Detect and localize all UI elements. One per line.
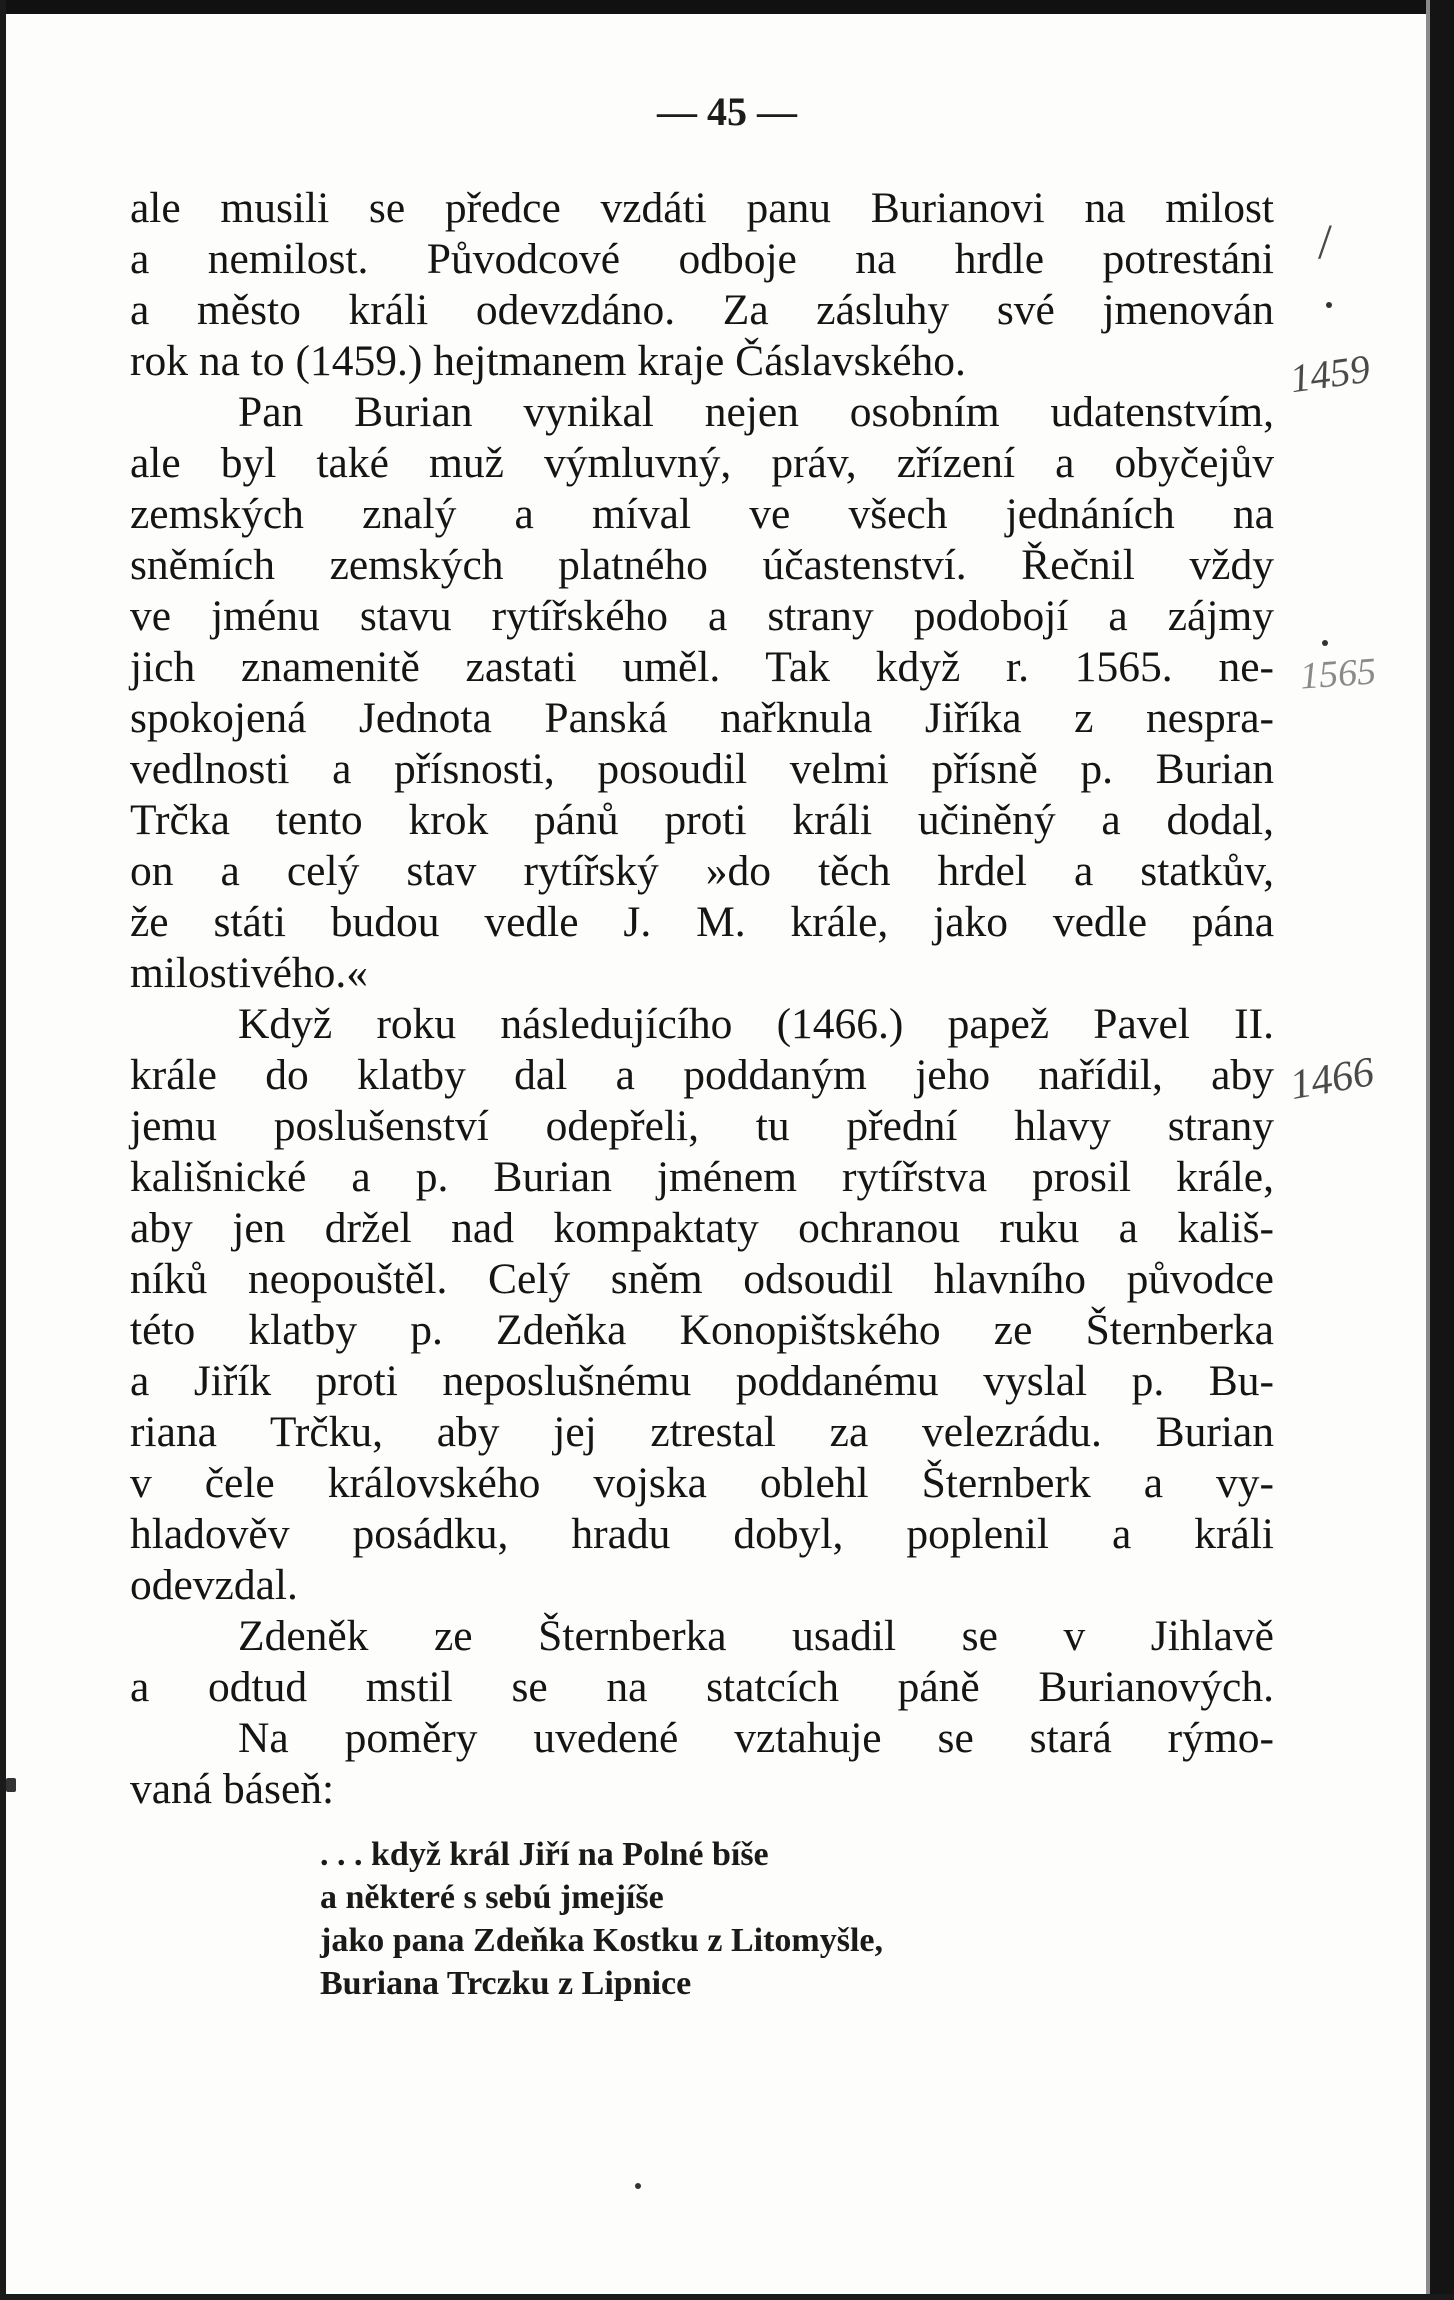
text-line: a Jiřík proti neposlušnému poddanému vyslal p. Bu- [130, 1357, 1274, 1405]
poem-line: Buriana Trczku z Lipnice [320, 1965, 692, 2002]
margin-dot [1326, 302, 1332, 308]
poem-line: a některé s sebú jmejíše [320, 1879, 664, 1916]
scan-border-top [0, 0, 1454, 14]
text-line: Když roku následujícího (1466.) papež Pavel II. [238, 1000, 1274, 1048]
text-line: vedlnosti a přísnosti, posoudil velmi přísně p. Burian [130, 745, 1274, 793]
text-line: Pan Burian vynikal nejen osobním udatenstvím, [238, 388, 1274, 436]
text-line: a nemilost. Původcové odboje na hrdle potrestáni [130, 235, 1274, 283]
text-line: že státi budou vedle J. M. krále, jako vedle pána [130, 898, 1274, 946]
page-mark [6, 1778, 16, 1792]
text-line: vaná báseň: [130, 1765, 335, 1813]
text-line: on a celý stav rytířský »do těch hrdel a statkův, [130, 847, 1274, 895]
text-line: v čele královského vojska oblehl Šternberk a vy- [130, 1459, 1274, 1507]
text-line: sněmích zemských platného účastenství. Řečnil vždy [130, 541, 1274, 589]
page-number: — 45 — [657, 89, 797, 134]
text-line: a město králi odevzdáno. Za zásluhy své jmenován [130, 286, 1274, 334]
scan-border-left [0, 0, 6, 2300]
text-line: aby jen držel nad kompaktaty ochranou ruku a kališ- [130, 1204, 1274, 1252]
text-line: krále do klatby dal a poddaným jeho nařídil, aby [130, 1051, 1274, 1099]
text-line: hladověv posádku, hradu dobyl, poplenil a králi [130, 1510, 1274, 1558]
margin-note-1466: 1466 [1286, 1049, 1378, 1109]
margin-dot [1322, 640, 1328, 646]
text-line: Zdeněk ze Šternberka usadil se v Jihlavě [238, 1612, 1274, 1660]
text-line: jich znamenitě zastati uměl. Tak když r. 1565. ne- [130, 643, 1274, 691]
scan-border-bottom [0, 2294, 1454, 2300]
scan-border-right [1430, 0, 1454, 2300]
margin-pencil-stroke: / [1318, 213, 1332, 269]
text-line: jemu poslušenství odepřeli, tu přední hlavy strany [130, 1102, 1274, 1150]
text-line: níků neopouštěl. Celý sněm odsoudil hlavního původce [130, 1255, 1274, 1303]
page-dot [635, 2183, 641, 2189]
poem-line: . . . když král Jiří na Polné bíše [320, 1836, 769, 1873]
text-line: ale byl také muž výmluvný, práv, zřízení a obyčejův [130, 439, 1274, 487]
text-line: odevzdal. [130, 1561, 298, 1609]
poem-quote [320, 1833, 883, 2005]
text-line: Na poměry uvedené vztahuje se stará rýmo- [238, 1714, 1274, 1762]
poem-line: jako pana Zdeňka Kostku z Litomyšle, [320, 1922, 883, 1959]
text-line: riana Trčku, aby jej ztrestal za velezrádu. Burian [130, 1408, 1274, 1456]
text-line: této klatby p. Zdeňka Konopištského ze Šternberka [130, 1306, 1274, 1354]
text-line: milostivého.« [130, 949, 369, 997]
text-line: spokojená Jednota Panská nařknula Jiříka z nespra- [130, 694, 1274, 742]
text-line: zemských znalý a míval ve všech jednáních na [130, 490, 1274, 538]
body-text [130, 183, 1274, 1815]
text-line: kališnické a p. Burian jménem rytířstva prosil krále, [130, 1153, 1274, 1201]
margin-note-1565: 1565 [1298, 650, 1378, 698]
text-line: Trčka tento krok pánů proti králi učiněný a dodal, [130, 796, 1274, 844]
text-line: a odtud mstil se na statcích páně Burianových. [130, 1663, 1274, 1711]
text-line: ve jménu stavu rytířského a strany podobojí a zájmy [130, 592, 1274, 640]
text-line: rok na to (1459.) hejtmanem kraje Čáslavského. [130, 337, 966, 385]
text-line: ale musili se předce vzdáti panu Burianovi na milost [130, 184, 1274, 232]
margin-note-1459: 1459 [1287, 345, 1373, 402]
